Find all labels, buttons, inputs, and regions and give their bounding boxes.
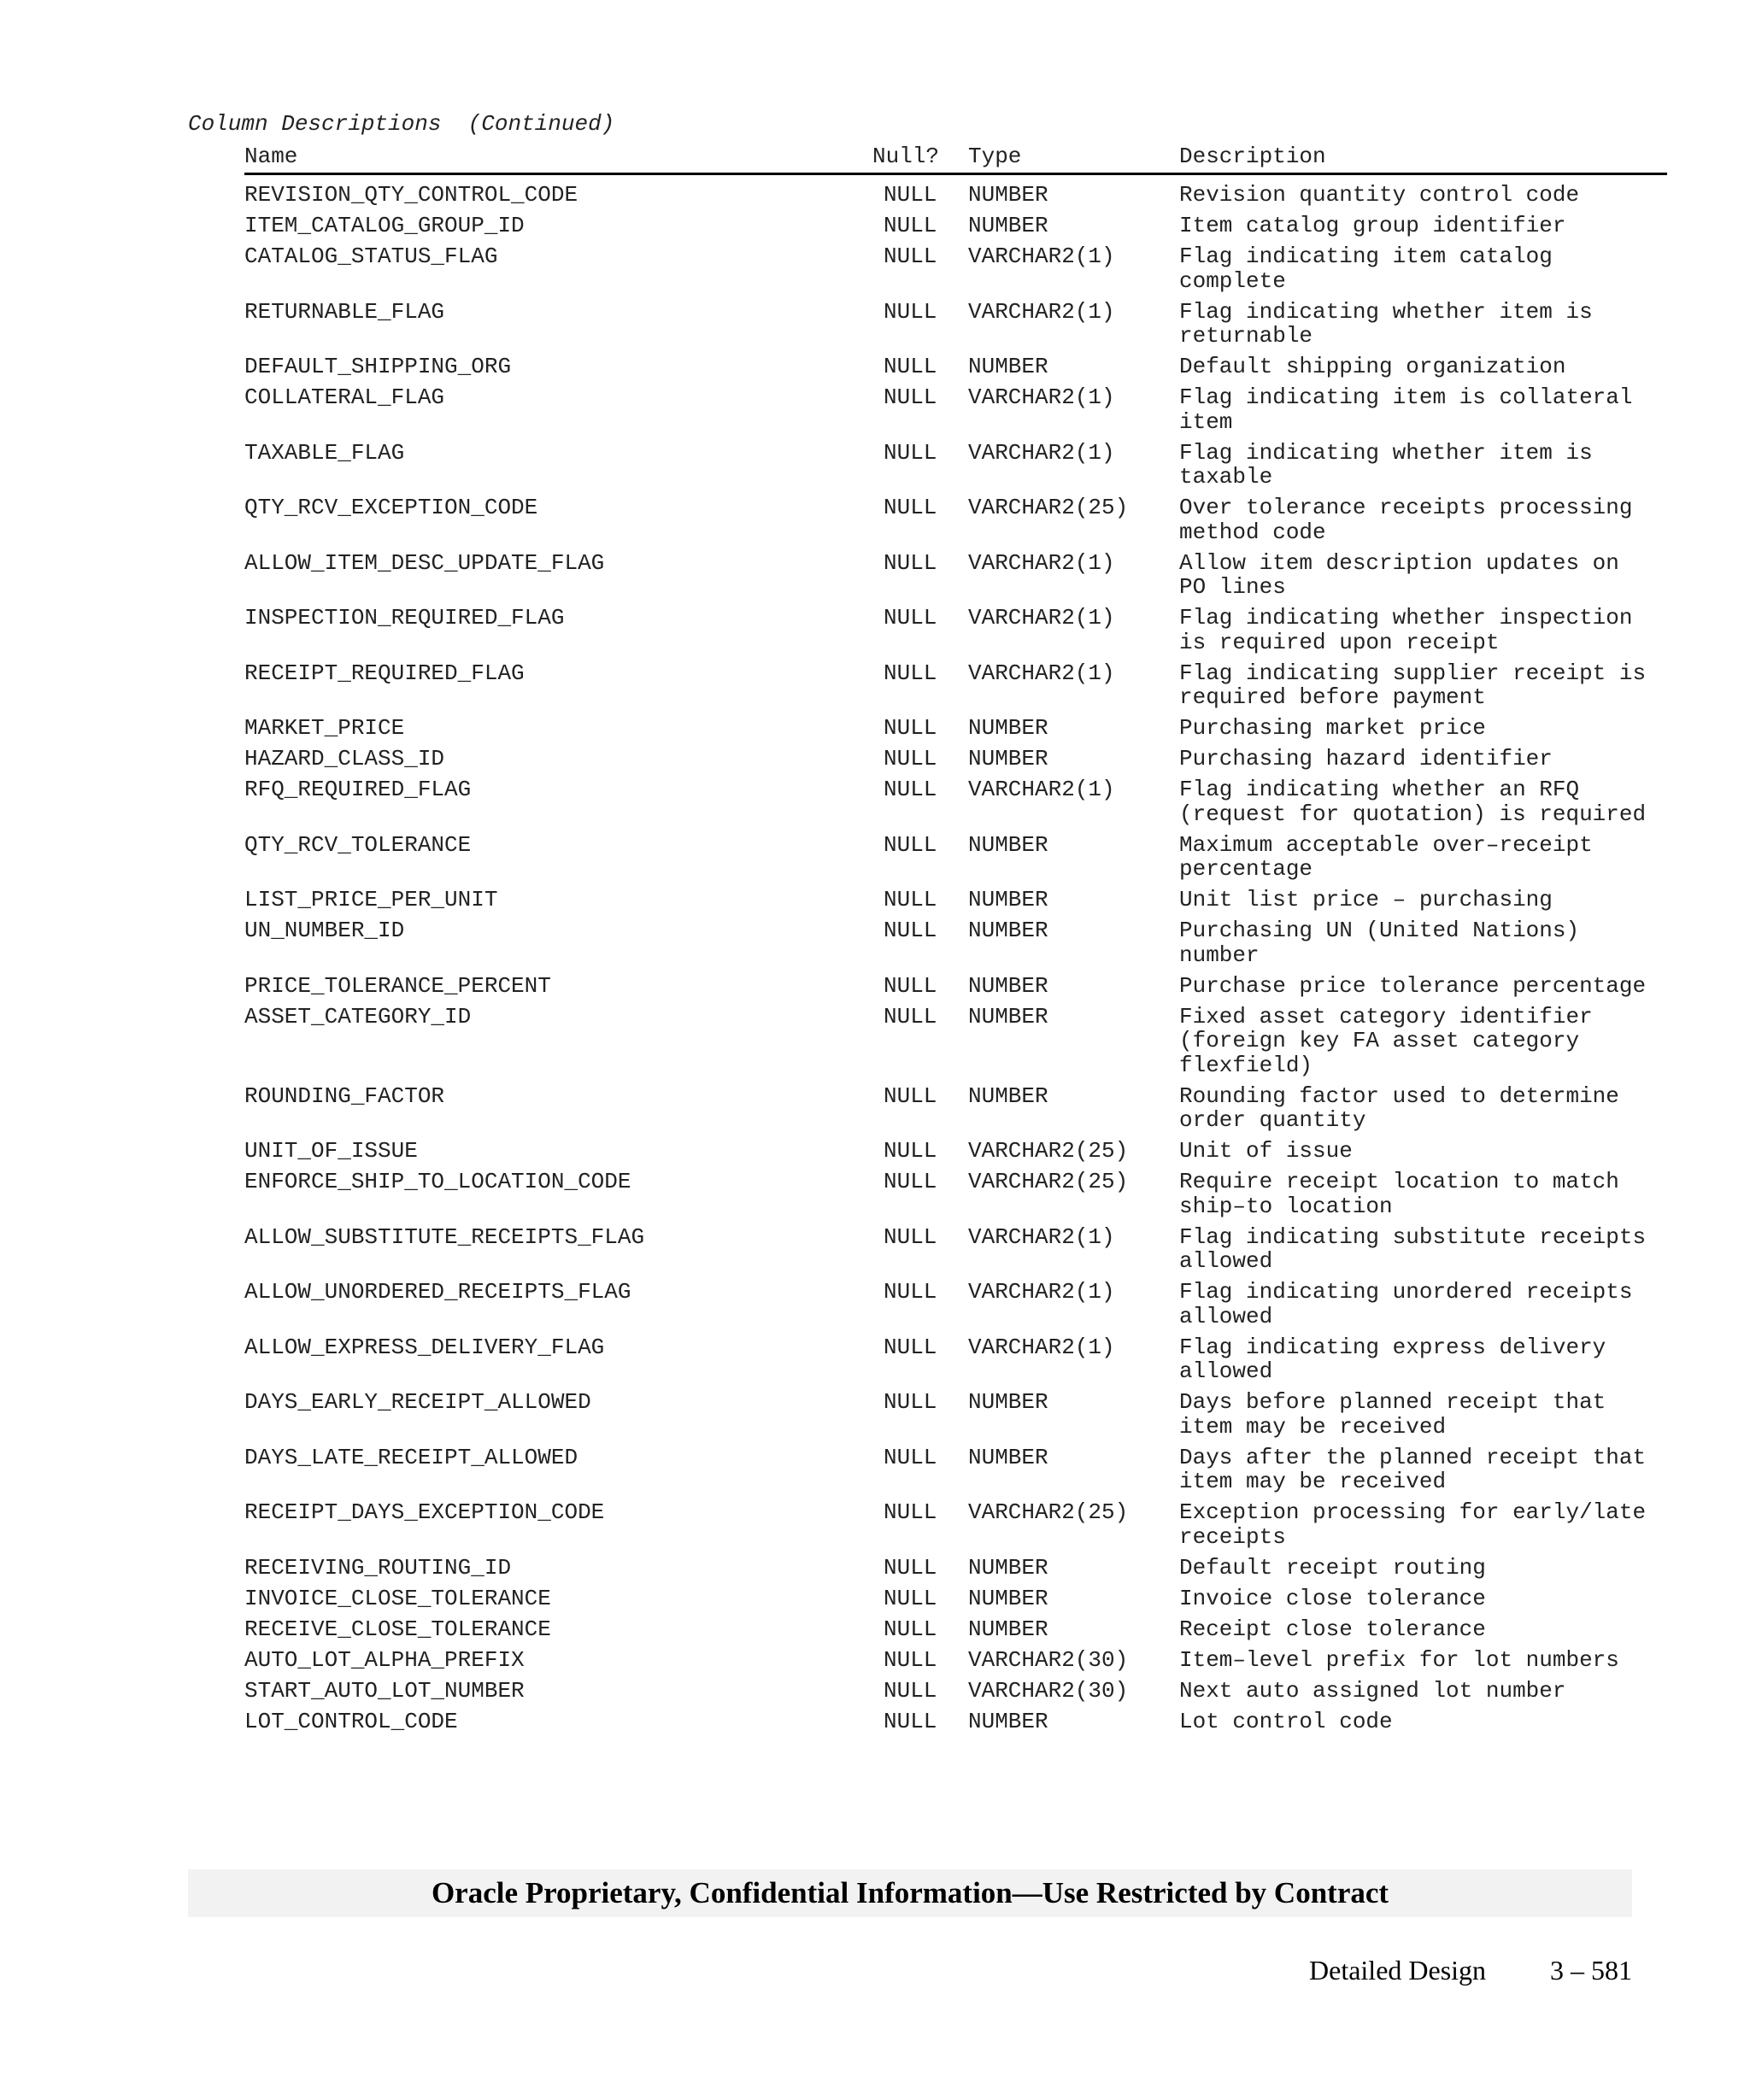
- table-row: [244, 385, 1667, 434]
- table-row: [244, 1225, 1667, 1274]
- column-name: ASSET_CATEGORY_ID: [244, 1003, 472, 1029]
- table-row: [244, 1446, 1667, 1494]
- column-type: VARCHAR2(1): [968, 777, 1115, 802]
- table-row: [244, 1084, 1667, 1133]
- column-name: HAZARD_CLASS_ID: [244, 746, 445, 771]
- table-row: [244, 918, 1667, 967]
- column-null: NULL: [884, 831, 937, 858]
- column-description: Next auto assigned lot number: [1179, 1677, 1566, 1704]
- column-type: NUMBER: [968, 213, 1048, 238]
- column-type: NUMBER: [968, 831, 1048, 858]
- footer-page-number: 3 – 581: [1550, 1955, 1632, 1986]
- column-description: Days after the planned receipt that item may be received: [1179, 1444, 1647, 1494]
- column-description: Flag indicating unordered receipts allowed: [1179, 1279, 1633, 1329]
- column-name: RFQ_REQUIRED_FLAG: [244, 777, 472, 802]
- column-name: ALLOW_ITEM_DESC_UPDATE_FLAG: [244, 549, 605, 576]
- column-name: REVISION_QTY_CONTROL_CODE: [244, 182, 578, 208]
- column-null: NULL: [884, 777, 937, 802]
- table-row: [244, 1587, 1667, 1611]
- column-description: Flag indicating whether item is returnable: [1179, 298, 1593, 349]
- table-row: [244, 888, 1667, 912]
- column-type: VARCHAR2(30): [968, 1646, 1129, 1673]
- column-description: Lot control code: [1179, 1708, 1393, 1734]
- column-description: Flag indicating whether inspection is required upon receipt: [1179, 605, 1633, 655]
- footer-section-title: Detailed Design: [1309, 1955, 1487, 1986]
- table-row: [244, 1280, 1667, 1329]
- table-row: [244, 1500, 1667, 1549]
- column-description: Revision quantity control code: [1179, 182, 1580, 208]
- table-row: [244, 244, 1667, 293]
- column-name: UN_NUMBER_ID: [244, 918, 405, 943]
- table-row: [244, 716, 1667, 741]
- column-null: NULL: [884, 1677, 937, 1704]
- column-null: NULL: [884, 1444, 937, 1470]
- column-null: NULL: [884, 1003, 937, 1029]
- column-null: NULL: [884, 182, 937, 208]
- column-null: NULL: [884, 1616, 937, 1642]
- table-row: [244, 747, 1667, 771]
- table-row: [244, 300, 1667, 349]
- column-null: NULL: [884, 1708, 937, 1734]
- column-name: LIST_PRICE_PER_UNIT: [244, 887, 498, 912]
- table-row: [244, 1648, 1667, 1673]
- column-null: NULL: [884, 605, 937, 631]
- column-type: VARCHAR2(25): [968, 495, 1129, 520]
- column-description: Over tolerance receipts processing method code: [1179, 495, 1633, 545]
- column-description: Item catalog group identifier: [1179, 213, 1566, 238]
- table-row: [244, 214, 1667, 238]
- column-name: QTY_RCV_EXCEPTION_CODE: [244, 495, 538, 520]
- column-null: NULL: [884, 213, 937, 238]
- column-name: INSPECTION_REQUIRED_FLAG: [244, 605, 565, 631]
- column-null: NULL: [884, 439, 937, 466]
- column-description: Allow item description updates on PO lines: [1179, 549, 1619, 600]
- column-type: NUMBER: [968, 715, 1048, 741]
- column-type: NUMBER: [968, 887, 1048, 912]
- column-null: NULL: [884, 1279, 937, 1305]
- column-type: VARCHAR2(1): [968, 549, 1115, 576]
- table-caption: Column Descriptions (Continued): [188, 111, 615, 137]
- column-null: NULL: [884, 495, 937, 520]
- column-null: NULL: [884, 384, 937, 410]
- table-row: [244, 1390, 1667, 1439]
- column-null: NULL: [884, 1554, 937, 1581]
- column-name: ALLOW_EXPRESS_DELIVERY_FLAG: [244, 1334, 605, 1360]
- column-description: Flag indicating item catalog complete: [1179, 243, 1553, 294]
- table-row: [244, 1710, 1667, 1734]
- column-name: TAXABLE_FLAG: [244, 439, 405, 466]
- column-null: NULL: [884, 243, 937, 269]
- column-description: Maximum acceptable over–receipt percentage: [1179, 831, 1593, 882]
- column-description: Flag indicating substitute receipts allowed: [1179, 1223, 1647, 1274]
- table-row: [244, 1556, 1667, 1581]
- column-null: NULL: [884, 1169, 937, 1194]
- column-type: VARCHAR2(1): [968, 1334, 1115, 1360]
- column-description: Flag indicating whether an RFQ (request for quotation) is required: [1179, 777, 1647, 827]
- table-row: [244, 606, 1667, 654]
- column-description: Flag indicating item is collateral item: [1179, 384, 1633, 435]
- column-name: PRICE_TOLERANCE_PERCENT: [244, 972, 551, 999]
- column-type: NUMBER: [968, 746, 1048, 771]
- table-row: [244, 355, 1667, 379]
- table-row: [244, 974, 1667, 999]
- column-null: NULL: [884, 918, 937, 943]
- column-name: AUTO_LOT_ALPHA_PREFIX: [244, 1646, 525, 1673]
- column-null: NULL: [884, 746, 937, 771]
- header-type: Type: [968, 144, 1022, 169]
- header-name: Name: [244, 144, 298, 169]
- column-description: Days before planned receipt that item may be received: [1179, 1389, 1606, 1440]
- column-type: NUMBER: [968, 1708, 1048, 1734]
- column-description: Exception processing for early/late receipts: [1179, 1499, 1647, 1550]
- header-description: Description: [1179, 144, 1326, 169]
- column-null: NULL: [884, 972, 937, 999]
- column-description: Receipt close tolerance: [1179, 1616, 1486, 1642]
- column-description: Item–level prefix for lot numbers: [1179, 1646, 1619, 1673]
- column-description: Rounding factor used to determine order quantity: [1179, 1082, 1619, 1133]
- column-type: NUMBER: [968, 1444, 1048, 1470]
- column-description: Flag indicating express delivery allowed: [1179, 1334, 1606, 1384]
- table-row: [244, 1005, 1667, 1078]
- column-null: NULL: [884, 1223, 937, 1250]
- column-null: NULL: [884, 1389, 937, 1415]
- table-row: [244, 183, 1667, 208]
- column-type: NUMBER: [968, 1003, 1048, 1029]
- table-row: [244, 1617, 1667, 1642]
- table-row: [244, 496, 1667, 544]
- column-description: Invoice close tolerance: [1179, 1585, 1486, 1611]
- table-row: [244, 1679, 1667, 1704]
- column-description: Flag indicating supplier receipt is required before payment: [1179, 660, 1647, 710]
- column-name: ALLOW_UNORDERED_RECEIPTS_FLAG: [244, 1279, 631, 1305]
- column-type: VARCHAR2(1): [968, 439, 1115, 466]
- table-row: [244, 777, 1667, 826]
- column-type: NUMBER: [968, 1554, 1048, 1581]
- column-description: Default shipping organization: [1179, 354, 1566, 379]
- column-type: VARCHAR2(1): [968, 605, 1115, 631]
- column-name: UNIT_OF_ISSUE: [244, 1138, 418, 1164]
- column-null: NULL: [884, 660, 937, 686]
- column-null: NULL: [884, 1585, 937, 1611]
- column-name: ALLOW_SUBSTITUTE_RECEIPTS_FLAG: [244, 1223, 645, 1250]
- column-name: DEFAULT_SHIPPING_ORG: [244, 354, 512, 379]
- column-name: QTY_RCV_TOLERANCE: [244, 831, 472, 858]
- table-row: [244, 441, 1667, 490]
- column-type: VARCHAR2(1): [968, 660, 1115, 686]
- column-name: RECEIVING_ROUTING_ID: [244, 1554, 512, 1581]
- column-type: VARCHAR2(1): [968, 243, 1115, 269]
- column-description: Purchasing market price: [1179, 715, 1486, 741]
- column-name: COLLATERAL_FLAG: [244, 384, 445, 410]
- column-type: VARCHAR2(1): [968, 384, 1115, 410]
- column-type: NUMBER: [968, 1082, 1048, 1109]
- column-null: NULL: [884, 715, 937, 741]
- column-description: Require receipt location to match ship–to location: [1179, 1169, 1619, 1219]
- column-description: Purchasing hazard identifier: [1179, 746, 1553, 771]
- column-name: INVOICE_CLOSE_TOLERANCE: [244, 1585, 551, 1611]
- column-description: Unit list price – purchasing: [1179, 887, 1553, 912]
- column-name: RECEIVE_CLOSE_TOLERANCE: [244, 1616, 551, 1642]
- column-type: NUMBER: [968, 354, 1048, 379]
- header-null: Null?: [872, 144, 940, 169]
- column-description: Fixed asset category identifier (foreign key FA asset category flexfield): [1179, 1003, 1593, 1078]
- column-type: NUMBER: [968, 1389, 1048, 1415]
- column-type: VARCHAR2(25): [968, 1499, 1129, 1525]
- column-description: Default receipt routing: [1179, 1554, 1486, 1581]
- column-description: Unit of issue: [1179, 1138, 1353, 1164]
- column-type: VARCHAR2(25): [968, 1138, 1129, 1164]
- column-name: RECEIPT_REQUIRED_FLAG: [244, 660, 525, 686]
- column-null: NULL: [884, 354, 937, 379]
- column-null: NULL: [884, 1138, 937, 1164]
- table-row: [244, 551, 1667, 600]
- column-name: LOT_CONTROL_CODE: [244, 1708, 458, 1734]
- column-null: NULL: [884, 1082, 937, 1109]
- column-name: RETURNABLE_FLAG: [244, 298, 445, 325]
- column-name: ROUNDING_FACTOR: [244, 1082, 445, 1109]
- column-name: ENFORCE_SHIP_TO_LOCATION_CODE: [244, 1169, 631, 1194]
- column-name: CATALOG_STATUS_FLAG: [244, 243, 498, 269]
- table-row: [244, 1335, 1667, 1384]
- column-type: NUMBER: [968, 918, 1048, 943]
- column-name: MARKET_PRICE: [244, 715, 405, 741]
- column-name: START_AUTO_LOT_NUMBER: [244, 1677, 525, 1704]
- column-type: VARCHAR2(1): [968, 1279, 1115, 1305]
- column-name: DAYS_EARLY_RECEIPT_ALLOWED: [244, 1389, 591, 1415]
- column-description-table: [244, 183, 1667, 1740]
- column-type: VARCHAR2(30): [968, 1677, 1129, 1704]
- column-type: NUMBER: [968, 1616, 1048, 1642]
- column-null: NULL: [884, 887, 937, 912]
- column-null: NULL: [884, 1334, 937, 1360]
- table-row: [244, 833, 1667, 882]
- column-type: NUMBER: [968, 182, 1048, 208]
- column-null: NULL: [884, 549, 937, 576]
- column-name: ITEM_CATALOG_GROUP_ID: [244, 213, 525, 238]
- column-type: VARCHAR2(1): [968, 298, 1115, 325]
- column-name: RECEIPT_DAYS_EXCEPTION_CODE: [244, 1499, 605, 1525]
- column-type: NUMBER: [968, 972, 1048, 999]
- column-null: NULL: [884, 298, 937, 325]
- table-row: [244, 1139, 1667, 1164]
- confidentiality-banner: Oracle Proprietary, Confidential Information––Use Restricted by Contract: [188, 1869, 1632, 1917]
- column-description: Purchase price tolerance percentage: [1179, 972, 1647, 999]
- column-type: NUMBER: [968, 1585, 1048, 1611]
- column-null: NULL: [884, 1646, 937, 1673]
- column-type: VARCHAR2(25): [968, 1169, 1129, 1194]
- column-name: DAYS_LATE_RECEIPT_ALLOWED: [244, 1444, 578, 1470]
- column-description: Flag indicating whether item is taxable: [1179, 439, 1593, 490]
- table-row: [244, 661, 1667, 710]
- table-row: [244, 1170, 1667, 1218]
- column-null: NULL: [884, 1499, 937, 1525]
- column-type: VARCHAR2(1): [968, 1223, 1115, 1250]
- table-header: [244, 144, 1667, 175]
- column-description: Purchasing UN (United Nations) number: [1179, 918, 1580, 968]
